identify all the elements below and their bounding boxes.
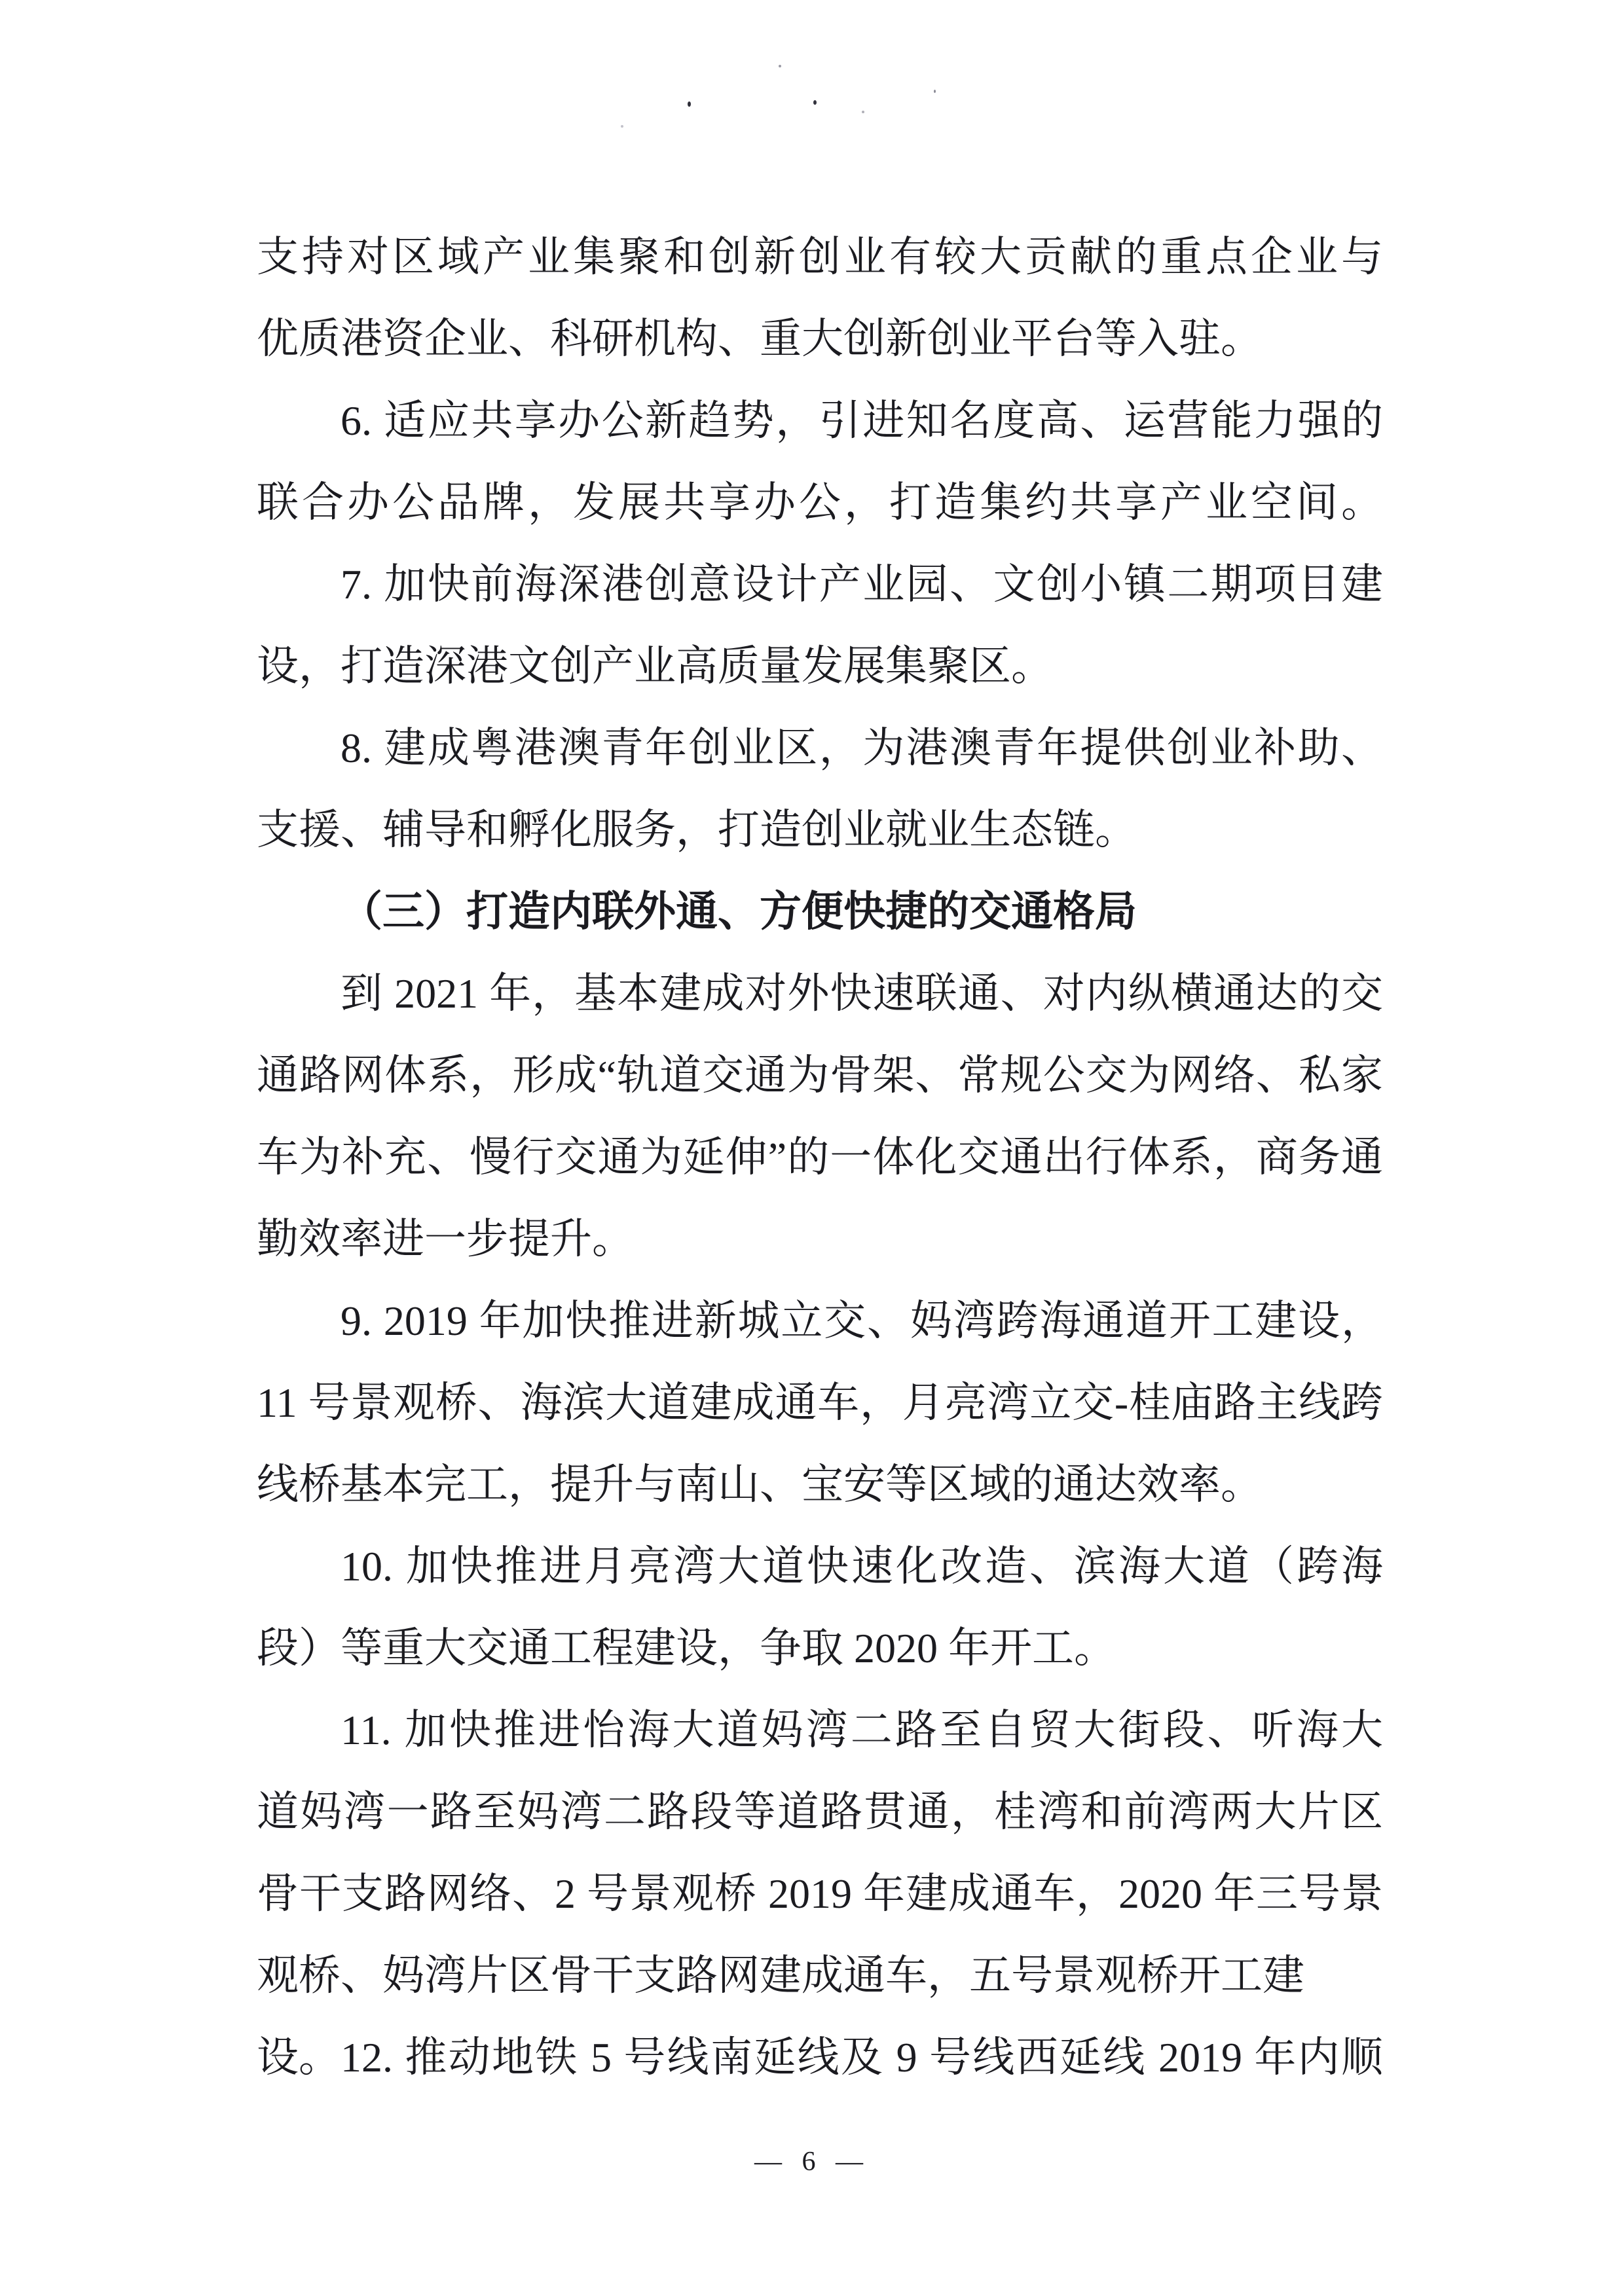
doc-line-21: 骨干支路网络、2 号景观桥 2019 年建成通车，2020 年三号景 xyxy=(257,1870,1383,1917)
doc-line-06: 设，打造深港文创产业高质量发展集聚区。 xyxy=(257,643,1053,689)
doc-line-15: 11 号景观桥、海滨大道建成通车，月亮湾立交-桂庙路主线跨 xyxy=(257,1379,1383,1426)
scan-speck xyxy=(813,100,817,105)
doc-line-18: 段）等重大交通工程建设，争取 2020 年开工。 xyxy=(257,1625,1116,1671)
doc-line-12: 车为补充、慢行交通为延伸”的一体化交通出行体系，商务通 xyxy=(257,1134,1383,1180)
page-number: — 6 — xyxy=(754,2147,870,2177)
doc-line-16: 线桥基本完工，提升与南山、宝安等区域的通达效率。 xyxy=(257,1461,1263,1508)
doc-line-23-item-12: 12. 推动地铁 5 号线南延线及 9 号线西延线 2019 年内顺 xyxy=(341,2034,1383,2081)
doc-line-20: 道妈湾一路至妈湾二路段等道路贯通，桂湾和前湾两大片区 xyxy=(257,1789,1383,1835)
doc-line-03-item-6: 6. 适应共享办公新趋势，引进知名度高、运营能力强的 xyxy=(341,397,1383,444)
scan-speck xyxy=(621,125,623,128)
doc-line-17-item-10: 10. 加快推进月亮湾大道快速化改造、滨海大道（跨海 xyxy=(341,1543,1383,1590)
section-heading: （三）打造内联外通、方便快捷的交通格局 xyxy=(341,888,1137,935)
doc-line-02: 优质港资企业、科研机构、重大创新创业平台等入驻。 xyxy=(257,316,1263,362)
doc-line-13: 勤效率进一步提升。 xyxy=(257,1216,634,1262)
doc-line-19-item-11: 11. 加快推进怡海大道妈湾二路至自贸大街段、听海大 xyxy=(341,1707,1383,1753)
scan-speck xyxy=(688,101,691,107)
document-body xyxy=(257,216,1383,2098)
doc-line-08: 支援、辅导和孵化服务，打造创业就业生态链。 xyxy=(257,807,1137,853)
doc-line-01: 支持对区域产业集聚和创新创业有较大贡献的重点企业与 xyxy=(257,234,1383,280)
scan-speck xyxy=(779,65,781,67)
doc-line-22: 观桥、妈湾片区骨干支路网建成通车，五号景观桥开工建设。 xyxy=(257,1952,1304,2081)
doc-line-05-item-7: 7. 加快前海深港创意设计产业园、文创小镇二期项目建 xyxy=(341,561,1383,608)
doc-line-14-item-9: 9. 2019 年加快推进新城立交、妈湾跨海通道开工建设， xyxy=(341,1298,1383,1344)
doc-line-04: 联合办公品牌，发展共享办公，打造集约共享产业空间。 xyxy=(257,479,1383,526)
doc-line-07-item-8: 8. 建成粤港澳青年创业区，为港澳青年提供创业补助、 xyxy=(341,725,1383,771)
doc-line-10: 到 2021 年，基本建成对外快速联通、对内纵横通达的交 xyxy=(341,970,1383,1017)
scan-speck xyxy=(934,90,936,93)
scan-speck xyxy=(862,111,864,113)
doc-line-11: 通路网体系，形成“轨道交通为骨架、常规公交为网络、私家 xyxy=(257,1052,1383,1099)
